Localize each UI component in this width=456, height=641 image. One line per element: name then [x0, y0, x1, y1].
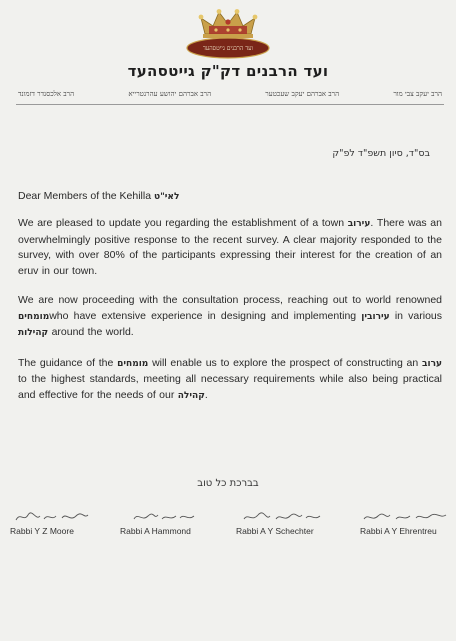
p3-heb-a: מומחים — [117, 358, 149, 369]
letterhead-rabbi: הרב יעקב צבי מור — [393, 90, 442, 98]
p1-text-a: We are pleased to update you regarding the establishment of a town — [18, 217, 348, 229]
salutation-text: Dear Members of the Kehilla — [18, 190, 154, 202]
signature-schechter — [236, 510, 336, 536]
salutation — [18, 190, 442, 202]
p3-text-a: The guidance of the — [18, 356, 118, 369]
p2-heb-b: עירובין — [361, 311, 390, 322]
p2-text-c: in various — [389, 309, 442, 322]
signature-block — [8, 510, 452, 550]
paragraph-1 — [18, 216, 442, 279]
p2-heb-a: מומחים — [18, 311, 50, 322]
letterhead-rabbi: הרב אברהם יהושע עהרנטרייא — [128, 90, 212, 98]
paragraph-2 — [18, 293, 442, 342]
letterhead-rabbi: הרב אברהם יעקב שעכטער — [265, 90, 340, 98]
p3-text-c: to the highest standards, meeting all necessary requirements while also being practical and effective for the needs of our — [18, 373, 442, 401]
p3-heb-b: ערוב — [422, 358, 442, 369]
letterhead-rabbi: הרב אלכסנדר דזמונד — [18, 90, 75, 98]
letter-body — [18, 190, 442, 418]
signature-name: Rabbi A Y Schechter — [236, 526, 314, 536]
signature-ehrentreu — [360, 510, 456, 536]
signature-name: Rabbi A Y Ehrentreu — [360, 526, 437, 536]
logo-text: ועד הרבנים גייטסהעד — [202, 45, 254, 52]
signature-name: Rabbi A Hammond — [120, 526, 191, 536]
p3-heb-c: קהילה — [177, 390, 205, 401]
signature-moore — [10, 510, 110, 536]
handwritten-signature-icon — [10, 510, 90, 524]
p2-text-d: around the world. — [48, 326, 134, 338]
salutation-hebrew: לאי"ט — [153, 192, 180, 202]
org-title: ועד הרבנים דק"ק גייטסהעד — [127, 62, 329, 80]
handwritten-signature-icon — [360, 510, 450, 524]
handwritten-signature-icon — [236, 510, 322, 524]
paragraph-3 — [18, 356, 442, 405]
p1-heb-a: עירוב — [347, 219, 371, 229]
signature-name: Rabbi Y Z Moore — [10, 526, 74, 536]
p3-text-b: will enable us to explore the prospect of constructing an — [148, 356, 422, 369]
crown-logo-icon — [183, 8, 273, 60]
letterhead-divider — [16, 104, 444, 105]
date-line: בס"ד, סיון תשפ"ד לפ"ק — [332, 148, 430, 159]
p2-heb-c: קהילות — [18, 328, 49, 338]
signature-hammond — [120, 510, 220, 536]
p1-text-b: . There was an overwhelmingly positive response to the recent survey. A clear majority responded to the survey, with over 80% of the participants expressing their interest for the creation of an eruv in our town. — [18, 217, 442, 277]
p3-text-d: . — [204, 388, 208, 401]
p2-text-b: who have extensive experience in designing and implementing — [49, 309, 362, 322]
p2-text-a: We are now proceeding with the consultation process, reaching out to world renowned — [18, 294, 442, 306]
closing-blessing: בברכת כל טוב — [197, 478, 259, 489]
letterhead-rabbis — [18, 90, 442, 98]
handwritten-signature-icon — [120, 510, 200, 524]
